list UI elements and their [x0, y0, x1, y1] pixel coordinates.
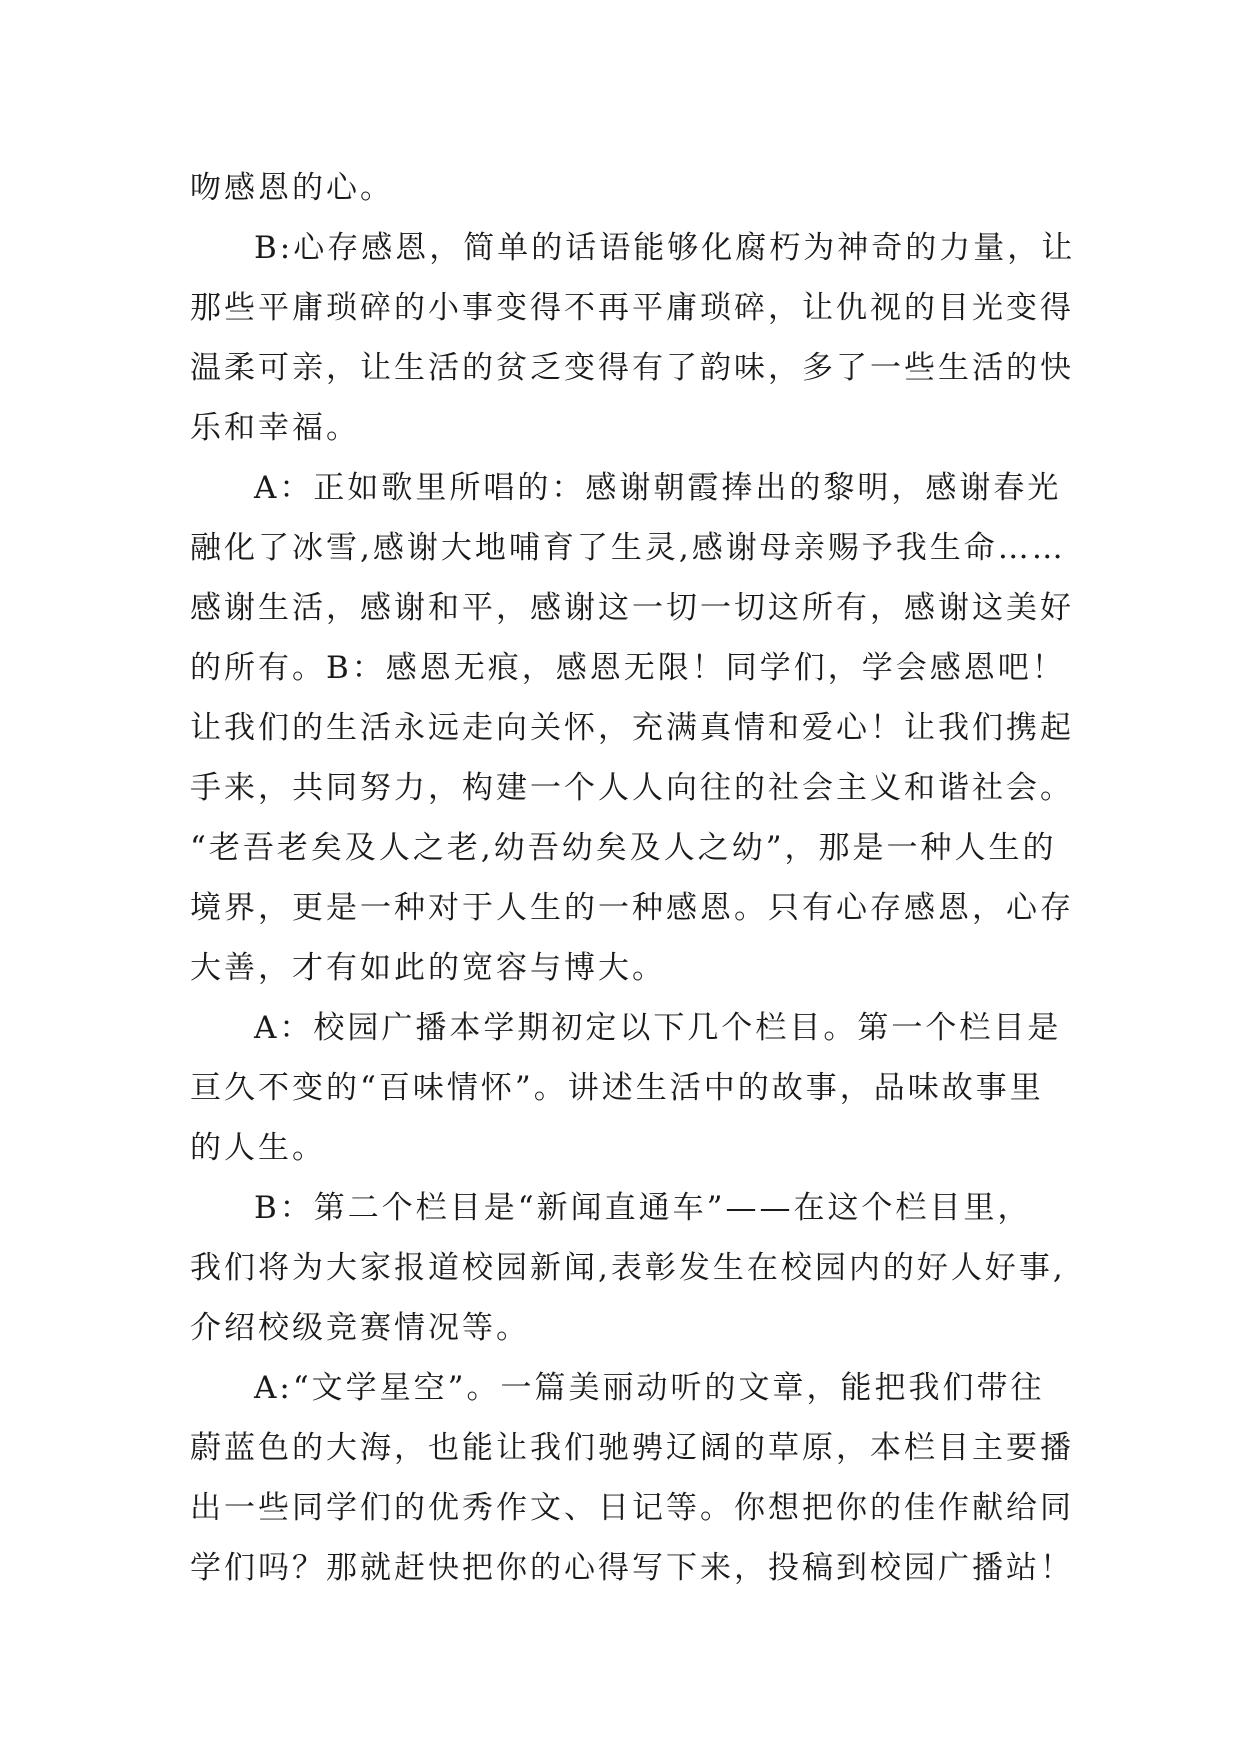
text-line: 吻感恩的心。 — [190, 170, 394, 206]
text-line: 我们将为大家报道校园新闻,表彰发生在校园内的好人好事, — [190, 1250, 1066, 1286]
text-line: 大善，才有如此的宽容与博大。 — [190, 950, 666, 986]
text-line: 融化了冰雪,感谢大地哺育了生灵,感谢母亲赐予我生命…… — [190, 530, 1066, 566]
text-line: A：正如歌里所唱的：感谢朝霞捧出的黎明，感谢春光 — [254, 470, 1062, 506]
text-line: A：校园广播本学期初定以下几个栏目。第一个栏目是 — [254, 1010, 1062, 1046]
text-line: 的人生。 — [190, 1130, 326, 1166]
text-line: 境界，更是一种对于人生的一种感恩。只有心存感恩，心存 — [190, 890, 1074, 926]
text-line: A:“文学星空”。一篇美丽动听的文章，能把我们带往 — [254, 1370, 1045, 1406]
text-line: 感谢生活，感谢和平，感谢这一切一切这所有，感谢这美好 — [190, 590, 1074, 626]
text-line: 手来，共同努力，构建一个人人向往的社会主义和谐社会。 — [190, 770, 1074, 806]
text-line: B：第二个栏目是“新闻直通车”——在这个栏目里， — [254, 1190, 1032, 1226]
text-line: 学们吗？那就赶快把你的心得写下来，投稿到校园广播站！ — [190, 1550, 1074, 1586]
text-line: 乐和幸福。 — [190, 410, 360, 446]
text-line: 那些平庸琐碎的小事变得不再平庸琐碎，让仇视的目光变得 — [190, 290, 1074, 326]
text-line: 的所有。B：感恩无痕，感恩无限！同学们，学会感恩吧！ — [190, 650, 1066, 686]
text-line: 让我们的生活永远走向关怀，充满真情和爱心！让我们携起 — [190, 710, 1074, 746]
text-line: 亘久不变的“百味情怀”。讲述生活中的故事，品味故事里 — [190, 1070, 1044, 1106]
text-line: 蔚蓝色的大海，也能让我们驰骋辽阔的草原，本栏目主要播 — [190, 1430, 1074, 1466]
text-line: 介绍校级竞赛情况等。 — [190, 1310, 530, 1346]
text-line: 温柔可亲，让生活的贫乏变得有了韵味，多了一些生活的快 — [190, 350, 1074, 386]
text-line: “老吾老矣及人之老,幼吾幼矣及人之幼”，那是一种人生的 — [190, 830, 1057, 866]
text-line: B:心存感恩，简单的话语能够化腐朽为神奇的力量，让 — [254, 230, 1076, 266]
text-line: 出一些同学们的优秀作文、日记等。你想把你的佳作献给同 — [190, 1490, 1074, 1526]
body-text — [190, 158, 1076, 1598]
